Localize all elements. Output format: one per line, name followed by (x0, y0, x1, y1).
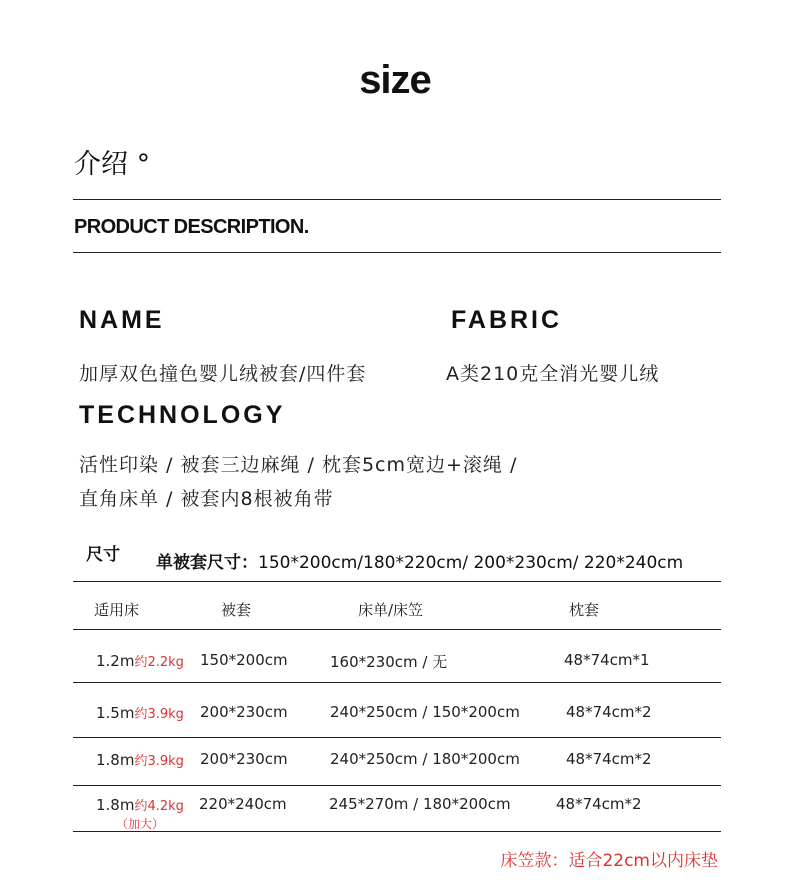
technology-line-2: 直角床单 / 被套内8根被角带 (79, 488, 334, 510)
product-description-heading: PRODUCT DESCRIPTION. (74, 216, 309, 238)
divider (73, 199, 721, 200)
fitted-sheet-note: 床笠款：适合22cm以内床垫 (500, 851, 718, 871)
bed-size: 1.2m约2.2kg (96, 652, 184, 670)
sheet-size: 245*270m / 180*200cm (329, 795, 511, 813)
sheet-size: 240*250cm / 180*200cm (330, 750, 520, 768)
duvet-size: 200*230cm (200, 750, 288, 768)
table-bottom-border (73, 831, 721, 832)
oversize-note: （加大） (116, 817, 165, 831)
name-heading: NAME (79, 306, 165, 334)
spec-label: 单被套尺寸： (156, 553, 258, 573)
pillow-size: 48*74cm*2 (566, 703, 652, 721)
size-label: 尺寸 (86, 545, 120, 565)
sheet-size: 240*250cm / 150*200cm (330, 703, 520, 721)
page-title: size (359, 58, 431, 102)
technology-line-1: 活性印染 / 被套三边麻绳 / 枕套5cm宽边+滚绳 / (79, 454, 518, 476)
pillow-size: 48*74cm*2 (566, 750, 652, 768)
header-duvet: 被套 (221, 601, 252, 619)
header-pillow: 枕套 (569, 601, 600, 619)
spec-values: 150*200cm/180*220cm/ 200*230cm/ 220*240cm (258, 553, 684, 573)
pillow-size: 48*74cm*1 (564, 651, 650, 669)
table-top-border (73, 581, 721, 582)
technology-heading: TECHNOLOGY (79, 401, 286, 429)
duvet-size-spec (156, 548, 683, 573)
duvet-size: 200*230cm (200, 703, 288, 721)
bed-size: 1.8m约3.9kg (96, 751, 184, 769)
duvet-size: 150*200cm (200, 651, 288, 669)
sheet-size: 160*230cm / 无 (330, 653, 448, 671)
fabric-heading: FABRIC (451, 306, 563, 334)
name-value: 加厚双色撞色婴儿绒被套/四件套 (79, 363, 367, 385)
row-divider (73, 737, 721, 738)
row-divider (73, 785, 721, 786)
header-bed: 适用床 (94, 601, 140, 619)
bed-size: 1.8m约4.2kg (96, 796, 184, 814)
bed-size: 1.5m约3.9kg (96, 704, 184, 722)
duvet-size: 220*240cm (199, 795, 287, 813)
fabric-value: A类210克全消光婴儿绒 (446, 363, 660, 385)
header-sheet: 床单/床笠 (358, 601, 424, 619)
row-divider (73, 629, 721, 630)
row-divider (73, 682, 721, 683)
divider (73, 252, 721, 253)
intro-heading: 介绍 ° (74, 149, 151, 180)
pillow-size: 48*74cm*2 (556, 795, 642, 813)
